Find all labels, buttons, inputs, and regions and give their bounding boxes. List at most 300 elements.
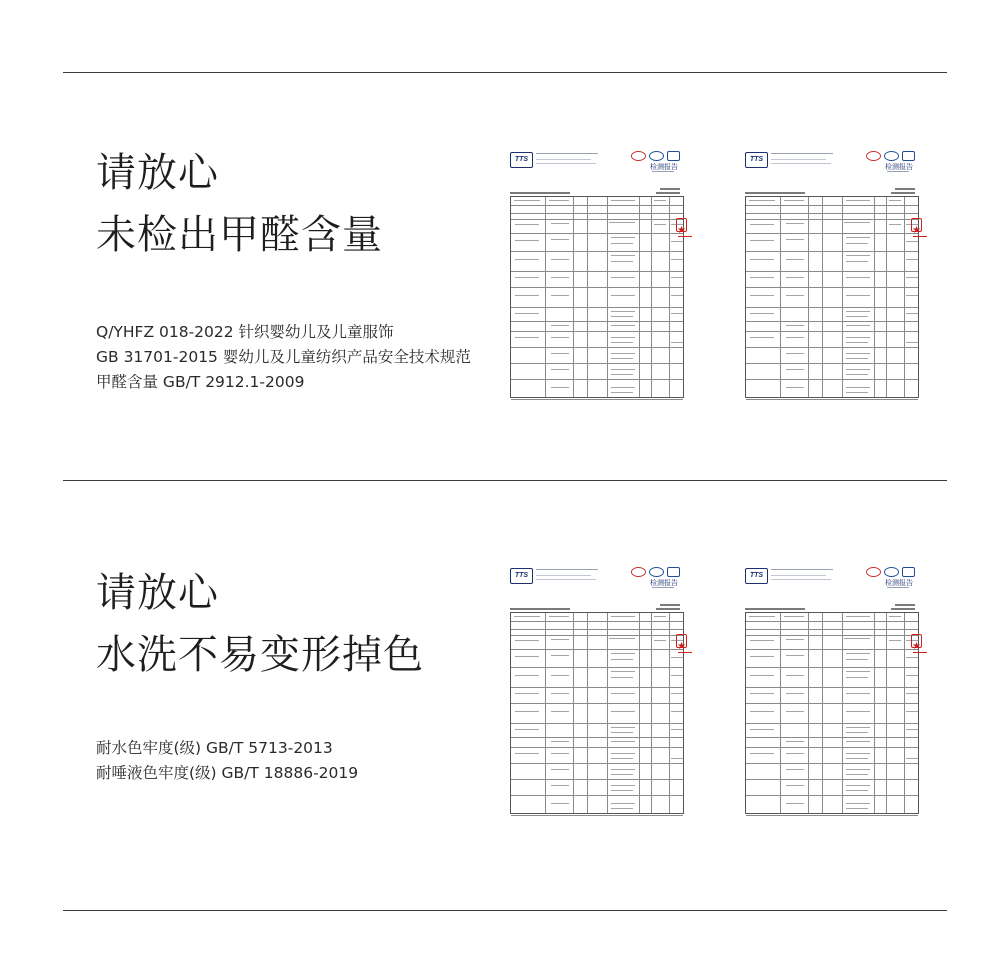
table-row-line [511, 347, 683, 348]
table-row-line [746, 219, 918, 220]
table-cell-text [551, 639, 569, 640]
report-title: 检测报告 [885, 164, 913, 171]
table-row-line [511, 307, 683, 308]
report-number [745, 608, 805, 610]
table-cell-text [611, 295, 635, 296]
report-header [510, 148, 688, 190]
report-page-number [656, 192, 680, 194]
table-cell-text [515, 240, 539, 241]
report-company-line [771, 575, 826, 576]
report-number [510, 192, 570, 194]
table-cell-text [846, 671, 870, 672]
table-cell-text [611, 659, 633, 660]
table-row-line [746, 271, 918, 272]
table-cell-text [671, 277, 683, 278]
table-cell-text [750, 224, 774, 225]
report-number [745, 192, 805, 194]
table-cell-text [846, 790, 868, 791]
table-cell-text [846, 237, 870, 238]
table-cell-text [611, 758, 633, 759]
ilac-badge-icon [667, 567, 680, 577]
cnas-badge-icon [884, 151, 899, 161]
table-cell-text [515, 337, 539, 338]
table-cell-text [749, 616, 775, 617]
table-col-line [808, 197, 809, 397]
table-cell-text [844, 222, 870, 223]
table-cell-text [515, 259, 539, 260]
table-col-line [842, 197, 843, 397]
table-col-line [587, 613, 588, 813]
table-cell-text [611, 243, 633, 244]
table-cell-text [671, 758, 683, 759]
table-cell-text [654, 200, 666, 201]
table-cell-text [846, 255, 870, 256]
cnas-badge-icon [649, 567, 664, 577]
table-cell-text [515, 753, 539, 754]
table-cell-text [611, 616, 635, 617]
report-company-line [536, 579, 596, 580]
table-row-line [511, 629, 683, 630]
table-cell-text [786, 295, 804, 296]
table-cell-text [654, 640, 666, 641]
stamp-underline [913, 236, 927, 237]
table-row-line [511, 379, 683, 380]
report-company-line [771, 153, 833, 154]
divider-bottom [63, 910, 947, 911]
table-cell-text [671, 675, 683, 676]
table-row-line [511, 233, 683, 234]
table-row-line [511, 363, 683, 364]
table-cell-text [786, 711, 804, 712]
report-header [745, 564, 923, 606]
table-cell-text [671, 657, 683, 658]
table-cell-text [750, 656, 774, 657]
table-col-line [904, 197, 905, 397]
table-cell-text [551, 741, 569, 742]
table-col-line [780, 613, 781, 813]
table-cell-text [846, 758, 868, 759]
table-cell-text [611, 392, 633, 393]
table-cell-text [786, 639, 804, 640]
table-col-line [545, 197, 546, 397]
table-row-line [511, 763, 683, 764]
table-cell-text [786, 803, 804, 804]
table-row-line [511, 271, 683, 272]
table-cell-text [549, 200, 569, 201]
table-cell-text [551, 369, 569, 370]
report-accreditation-badges [631, 567, 680, 577]
table-col-line [607, 613, 608, 813]
table-cell-text [786, 259, 804, 260]
cnas-badge-icon [884, 567, 899, 577]
table-cell-text [551, 387, 569, 388]
table-row-line [746, 321, 918, 322]
table-col-line [573, 197, 574, 397]
cma-badge-icon [866, 567, 881, 577]
table-cell-text [611, 808, 633, 809]
table-row-line [511, 399, 683, 400]
table-cell-text [906, 259, 918, 260]
table-row-line [511, 649, 683, 650]
test-report-image [745, 148, 923, 398]
table-col-line [822, 197, 823, 397]
report-title: 检测报告 [650, 164, 678, 171]
table-cell-text [750, 240, 774, 241]
report-title-sub [652, 587, 674, 588]
table-cell-text [786, 325, 804, 326]
table-cell-text [750, 729, 774, 730]
report-company-line [771, 163, 831, 164]
table-cell-text [671, 313, 683, 314]
table-cell-text [551, 239, 569, 240]
divider-middle [63, 480, 947, 481]
standards-list [96, 320, 471, 395]
table-cell-text [515, 693, 539, 694]
table-cell-text [551, 769, 569, 770]
report-page-number [895, 188, 915, 190]
test-report-image [745, 564, 923, 814]
table-col-line [639, 197, 640, 397]
table-row-line [511, 747, 683, 748]
table-cell-text [611, 677, 633, 678]
table-cell-text [906, 342, 918, 343]
table-cell-text [750, 295, 774, 296]
table-cell-text [551, 711, 569, 712]
report-page-number [891, 192, 915, 194]
table-cell-text [551, 693, 569, 694]
report-number [510, 608, 570, 610]
table-cell-text [846, 311, 870, 312]
heading-line-2: 水洗不易变形掉色 [96, 632, 424, 678]
table-cell-text [611, 671, 635, 672]
table-cell-text [786, 223, 804, 224]
report-title-sub [887, 171, 909, 172]
table-cell-text [750, 693, 774, 694]
report-logo: TTS [510, 568, 533, 584]
table-cell-text [846, 295, 870, 296]
table-col-line [886, 197, 887, 397]
table-cell-text [784, 200, 804, 201]
table-cell-text [671, 342, 683, 343]
table-cell-text [906, 313, 918, 314]
report-accreditation-badges [866, 567, 915, 577]
table-row-line [511, 667, 683, 668]
table-cell-text [846, 387, 870, 388]
table-cell-text [846, 200, 870, 201]
table-cell-text [515, 656, 539, 657]
section-heading [96, 142, 383, 266]
report-company-line [536, 153, 598, 154]
table-cell-text [906, 729, 918, 730]
table-cell-text [515, 295, 539, 296]
report-company-line [771, 579, 831, 580]
standard-item: Q/YHFZ 018-2022 针织婴幼儿及儿童服饰 [96, 323, 394, 341]
divider-top [63, 72, 947, 73]
table-cell-text [671, 295, 683, 296]
table-row-line [746, 213, 918, 214]
table-cell-text [611, 255, 635, 256]
table-cell-text [844, 638, 870, 639]
table-col-line [639, 613, 640, 813]
table-cell-text [846, 277, 870, 278]
table-cell-text [611, 325, 635, 326]
table-cell-text [846, 316, 868, 317]
table-cell-text [906, 657, 918, 658]
report-accreditation-badges [866, 151, 915, 161]
report-company-line [536, 163, 596, 164]
table-cell-text [750, 259, 774, 260]
table-cell-text [654, 616, 666, 617]
ilac-badge-icon [902, 151, 915, 161]
table-cell-text [889, 640, 901, 641]
table-row-line [746, 621, 918, 622]
report-header [510, 564, 688, 606]
table-cell-text [889, 616, 901, 617]
table-row-line [511, 703, 683, 704]
table-cell-text [846, 325, 870, 326]
report-company-line [536, 159, 591, 160]
table-row-line [746, 737, 918, 738]
table-row-line [746, 635, 918, 636]
table-cell-text [514, 200, 540, 201]
cma-badge-icon [631, 567, 646, 577]
table-col-line [874, 613, 875, 813]
table-cell-text [906, 277, 918, 278]
section-heading [96, 562, 424, 686]
standard-item: 甲醛含量 GB/T 2912.1-2009 [96, 373, 305, 391]
report-logo: TTS [510, 152, 533, 168]
table-cell-text [750, 753, 774, 754]
table-cell-text [846, 653, 870, 654]
table-cell-text [611, 711, 635, 712]
table-cell-text [786, 369, 804, 370]
report-company-line [771, 569, 833, 570]
report-results-table [745, 196, 919, 398]
table-row-line [746, 251, 918, 252]
table-cell-text [611, 741, 635, 742]
report-results-table [745, 612, 919, 814]
table-row-line [746, 649, 918, 650]
table-cell-text [551, 803, 569, 804]
table-cell-text [846, 677, 868, 678]
table-cell-text [786, 239, 804, 240]
table-row-line [511, 205, 683, 206]
table-cell-text [846, 616, 870, 617]
table-row-line [511, 321, 683, 322]
report-company-line [536, 575, 591, 576]
report-page-number [891, 608, 915, 610]
table-col-line [822, 613, 823, 813]
table-cell-text [786, 353, 804, 354]
table-cell-text [671, 693, 683, 694]
table-row-line [746, 363, 918, 364]
table-row-line [511, 331, 683, 332]
table-cell-text [846, 732, 868, 733]
table-cell-text [846, 769, 870, 770]
table-row-line [746, 723, 918, 724]
table-cell-text [846, 337, 870, 338]
table-cell-text [671, 259, 683, 260]
table-row-line [746, 795, 918, 796]
table-col-line [842, 613, 843, 813]
table-cell-text [514, 616, 540, 617]
stamp-underline [678, 236, 692, 237]
table-cell-text [906, 693, 918, 694]
table-cell-text [611, 277, 635, 278]
table-cell-text [671, 241, 683, 242]
table-row-line [511, 795, 683, 796]
table-cell-text [611, 753, 635, 754]
table-row-line [511, 287, 683, 288]
table-cell-text [515, 277, 539, 278]
table-row-line [746, 205, 918, 206]
table-col-line [669, 613, 670, 813]
stamp-underline [913, 652, 927, 653]
table-cell-text [786, 337, 804, 338]
report-title: 检测报告 [650, 580, 678, 587]
cnas-badge-icon [649, 151, 664, 161]
table-cell-text [846, 753, 870, 754]
cma-badge-icon [866, 151, 881, 161]
table-row-line [746, 629, 918, 630]
standard-item: GB 31701-2015 婴幼儿及儿童纺织产品安全技术规范 [96, 348, 471, 366]
standard-item: 耐唾液色牢度(级) GB/T 18886-2019 [96, 764, 359, 782]
table-row-line [511, 621, 683, 622]
table-cell-text [611, 311, 635, 312]
table-cell-text [786, 753, 804, 754]
star-mark-icon: ★ [677, 641, 686, 652]
table-cell-text [609, 222, 635, 223]
table-cell-text [846, 342, 868, 343]
table-col-line [587, 197, 588, 397]
table-row-line [511, 251, 683, 252]
table-cell-text [846, 803, 870, 804]
table-cell-text [611, 316, 633, 317]
table-cell-text [906, 241, 918, 242]
table-cell-text [906, 675, 918, 676]
table-cell-text [551, 337, 569, 338]
table-cell-text [846, 353, 870, 354]
table-cell-text [846, 785, 870, 786]
table-row-line [511, 635, 683, 636]
table-cell-text [786, 693, 804, 694]
table-cell-text [611, 790, 633, 791]
table-cell-text [906, 711, 918, 712]
table-cell-text [551, 325, 569, 326]
table-cell-text [906, 758, 918, 759]
table-cell-text [786, 675, 804, 676]
table-cell-text [750, 675, 774, 676]
table-cell-text [846, 808, 868, 809]
test-report-image [510, 564, 688, 814]
report-title: 检测报告 [885, 580, 913, 587]
ilac-badge-icon [902, 567, 915, 577]
table-cell-text [846, 774, 868, 775]
table-cell-text [515, 313, 539, 314]
report-results-table [510, 196, 684, 398]
table-cell-text [515, 711, 539, 712]
table-row-line [511, 815, 683, 816]
table-cell-text [551, 675, 569, 676]
table-row-line [746, 399, 918, 400]
table-cell-text [611, 353, 635, 354]
table-col-line [808, 613, 809, 813]
table-cell-text [611, 803, 635, 804]
table-cell-text [611, 374, 633, 375]
star-mark-icon: ★ [677, 225, 686, 236]
table-cell-text [551, 259, 569, 260]
table-row-line [746, 379, 918, 380]
table-cell-text [611, 337, 635, 338]
table-cell-text [846, 243, 868, 244]
table-cell-text [611, 732, 633, 733]
table-cell-text [846, 659, 868, 660]
table-col-line [573, 613, 574, 813]
table-cell-text [846, 369, 870, 370]
table-cell-text [786, 655, 804, 656]
table-cell-text [889, 200, 901, 201]
table-cell-text [515, 224, 539, 225]
table-cell-text [515, 729, 539, 730]
table-cell-text [611, 358, 633, 359]
report-title-sub [887, 587, 909, 588]
table-cell-text [846, 374, 868, 375]
table-cell-text [846, 261, 868, 262]
table-cell-text [609, 638, 635, 639]
table-cell-text [846, 741, 870, 742]
table-cell-text [846, 392, 868, 393]
table-cell-text [654, 224, 666, 225]
table-row-line [746, 687, 918, 688]
table-cell-text [846, 358, 868, 359]
table-cell-text [611, 727, 635, 728]
table-cell-text [750, 711, 774, 712]
table-cell-text [611, 342, 633, 343]
report-page-number [660, 604, 680, 606]
table-cell-text [846, 727, 870, 728]
table-cell-text [786, 277, 804, 278]
table-col-line [886, 613, 887, 813]
table-cell-text [786, 785, 804, 786]
heading-line-2: 未检出甲醛含量 [96, 212, 383, 258]
table-row-line [746, 779, 918, 780]
table-row-line [511, 779, 683, 780]
table-cell-text [750, 337, 774, 338]
table-row-line [746, 307, 918, 308]
table-cell-text [786, 741, 804, 742]
table-row-line [746, 747, 918, 748]
table-col-line [904, 613, 905, 813]
report-page-number [895, 604, 915, 606]
table-cell-text [611, 387, 635, 388]
table-cell-text [551, 277, 569, 278]
table-cell-text [906, 295, 918, 296]
star-mark-icon: ★ [912, 225, 921, 236]
table-row-line [746, 667, 918, 668]
report-logo: TTS [745, 568, 768, 584]
table-col-line [651, 613, 652, 813]
table-cell-text [551, 295, 569, 296]
report-company-line [771, 159, 826, 160]
table-cell-text [611, 261, 633, 262]
table-cell-text [611, 653, 635, 654]
table-cell-text [749, 200, 775, 201]
table-row-line [746, 703, 918, 704]
table-cell-text [889, 224, 901, 225]
table-row-line [746, 233, 918, 234]
table-cell-text [671, 711, 683, 712]
table-row-line [511, 213, 683, 214]
